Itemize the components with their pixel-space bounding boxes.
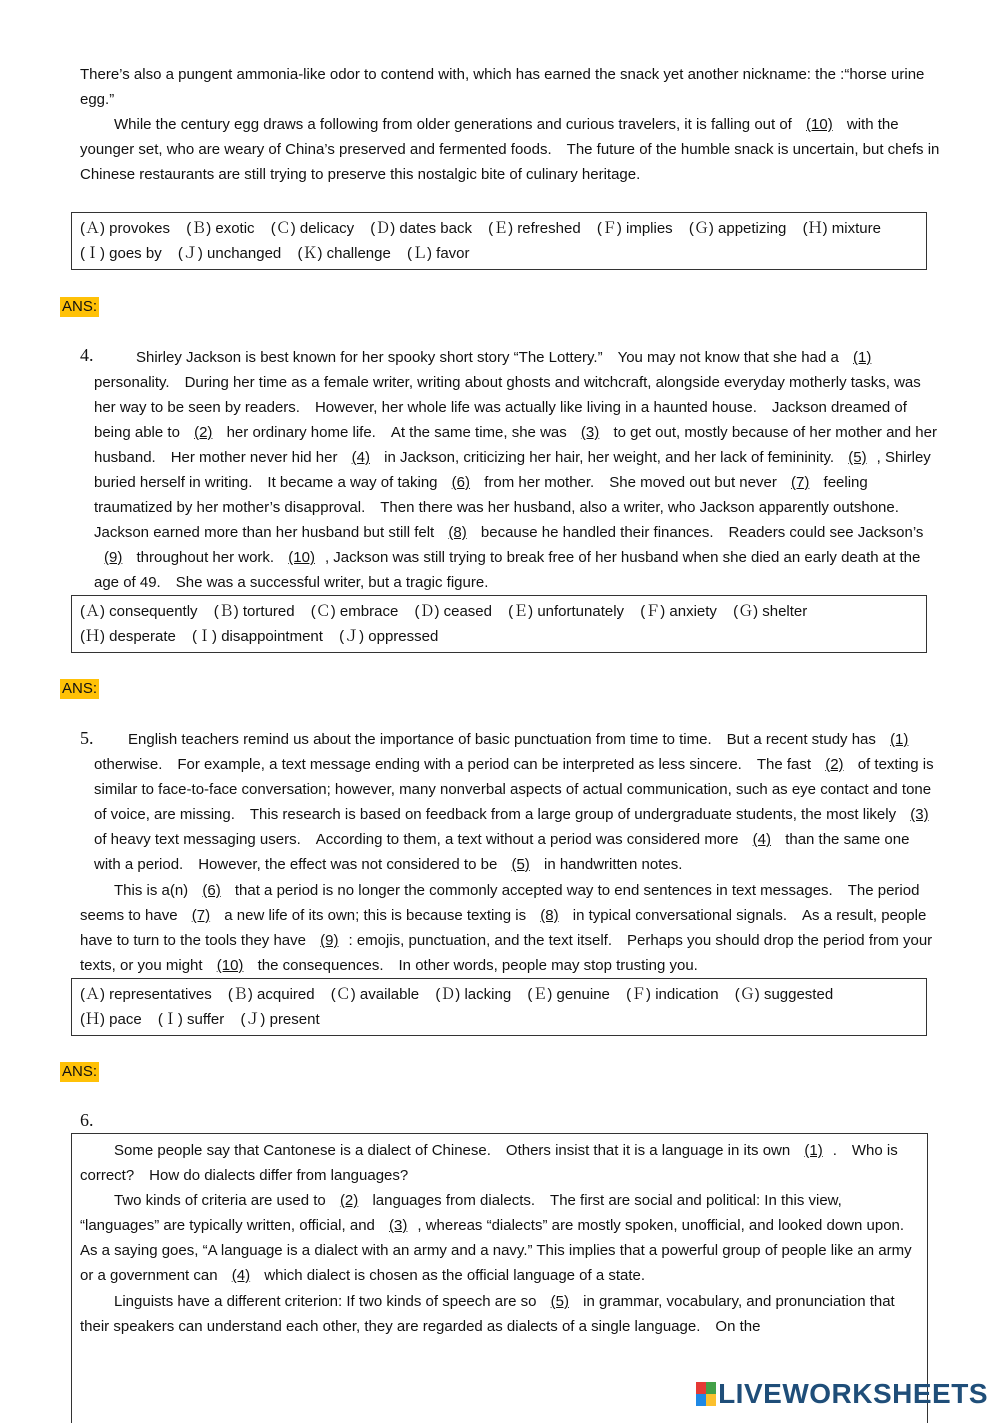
- word-option: (Ｊ) unchanged: [177, 245, 282, 262]
- word-option: (Ｆ) implies: [596, 220, 673, 237]
- answer-label-4: ANS:: [62, 680, 98, 697]
- blank-10[interactable]: (10): [288, 549, 315, 566]
- word-option: (Ｄ) dates back: [370, 220, 472, 237]
- word-option: (Ｆ) indication: [626, 986, 719, 1003]
- passage-6-paragraph-1: Some people say that Cantonese is a dialect of Chinese. Others insist that it is a language in its own (1) . Who is correct? How do dialects differ from languages?: [80, 1142, 898, 1184]
- blank-1[interactable]: (1): [853, 349, 872, 366]
- blank-4[interactable]: (4): [351, 449, 370, 466]
- blank-6[interactable]: (6): [451, 474, 471, 491]
- blank-1[interactable]: (1): [890, 731, 909, 748]
- passage-5-paragraph-2: This is a(n) (6) that a period is no longer the commonly accepted way to end sentences in text messages. The period seems to have (7) a new life of its own; this is because texting is (8) in typical conversational signals. As a result, people have to turn to the tools they have (9) : emojis, punctuation, and the text itself. Perhaps you should drop the period from your texts, or you might (10) the consequences. In other words, people may stop trusting you.: [80, 882, 933, 974]
- word-option: (Ｂ) acquired: [227, 986, 315, 1003]
- logo-tile: [706, 1382, 716, 1394]
- word-option: (Ｋ) challenge: [297, 245, 391, 262]
- word-option: (Ｇ) suggested: [734, 986, 834, 1003]
- logo-text: LIVEWORKSHEETS: [718, 1378, 988, 1409]
- word-bank-4: [71, 595, 927, 653]
- word-option: (Ｉ) suffer: [157, 1011, 225, 1028]
- blank-8[interactable]: (8): [540, 907, 559, 924]
- blank-7[interactable]: (7): [191, 907, 211, 924]
- word-option: (Ｈ) desperate: [80, 628, 176, 645]
- blank-3[interactable]: (3): [580, 424, 600, 441]
- word-option: (Ｊ) present: [240, 1011, 320, 1028]
- word-option: (Ｃ) delicacy: [270, 220, 355, 237]
- word-option: (Ｂ) tortured: [213, 603, 295, 620]
- word-option: (Ｉ) disappointment: [192, 628, 323, 645]
- word-bank-5: [71, 978, 927, 1036]
- word-option: (Ａ) representatives: [80, 986, 212, 1003]
- answer-label-5: ANS:: [62, 1063, 98, 1080]
- blank-5[interactable]: (5): [848, 449, 867, 466]
- word-option: (Ｇ) shelter: [733, 603, 808, 620]
- blank-2[interactable]: (2): [339, 1192, 359, 1209]
- blank-9[interactable]: (9): [104, 549, 123, 566]
- blank-10[interactable]: (10): [216, 957, 244, 974]
- logo-tile: [696, 1382, 706, 1394]
- blank-10[interactable]: (10): [806, 116, 833, 133]
- blank-7[interactable]: (7): [791, 474, 810, 491]
- blank-6[interactable]: (6): [202, 882, 221, 899]
- word-option: (Ａ) consequently: [80, 603, 198, 620]
- passage-6-paragraph-3: Linguists have a different criterion: If two kinds of speech are so (5) in grammar, vocabulary, and pronunciation that their speakers can understand each other, they are regarded as dialects of a single language. On the: [80, 1293, 895, 1335]
- word-option: (Ｌ) favor: [407, 245, 470, 262]
- word-option: (Ｅ) refreshed: [488, 220, 581, 237]
- word-option: (Ｃ) embrace: [310, 603, 399, 620]
- blank-3[interactable]: (3): [910, 806, 929, 823]
- liveworksheets-logo: [696, 1378, 988, 1410]
- word-option: (Ｆ) anxiety: [640, 603, 717, 620]
- word-bank-3: [71, 212, 927, 270]
- question-number-5: 5.: [80, 728, 94, 748]
- word-option: (Ｂ) exotic: [186, 220, 255, 237]
- word-option: (Ｈ) pace: [80, 1011, 142, 1028]
- blank-4[interactable]: (4): [752, 831, 772, 848]
- passage-6-paragraph-2: Two kinds of criteria are used to (2) languages from dialects. The first are social and political: In this view, “languages” are typically written, official, and (3) , whereas “dialects” are mostly spoken, unofficial, and looked down upon. As a saying goes, “A language is a dialect with an army and a navy.” This implies that a powerful group of people like an army or a government can (4) which dialect is chosen as the official language of a state.: [80, 1192, 920, 1284]
- blank-5[interactable]: (5): [550, 1293, 569, 1310]
- blank-2[interactable]: (2): [825, 756, 844, 773]
- word-option: (Ｊ) oppressed: [339, 628, 439, 645]
- word-option: (Ｅ) unfortunately: [508, 603, 625, 620]
- blank-4[interactable]: (4): [231, 1267, 251, 1284]
- question-number-6: 6.: [80, 1110, 94, 1130]
- word-option: (Ｅ) genuine: [527, 986, 610, 1003]
- blank-5[interactable]: (5): [511, 856, 530, 873]
- passage-3-paragraph-2: While the century egg draws a following from older generations and curious travelers, it is falling out of (10) with the younger set, who are weary of China’s preserved and fermented foods. The future of the humble snack is uncertain, but chefs in Chinese restaurants are still trying to preserve this nostalgic bite of culinary heritage.: [80, 116, 940, 183]
- word-option: (Ｃ) available: [330, 986, 420, 1003]
- logo-tile: [696, 1394, 706, 1406]
- word-option: (Ｇ) appetizing: [688, 220, 787, 237]
- question-number-4: 4.: [80, 345, 94, 365]
- blank-1[interactable]: (1): [804, 1142, 823, 1159]
- word-option: (Ｈ) mixture: [802, 220, 881, 237]
- passage-5-paragraph-1: English teachers remind us about the importance of basic punctuation from time to time. But a recent study has (1) otherwise. For example, a text message ending with a period can be interpreted as less sincere. The fast (2) of texting is similar to face-to-face conversation; however, many nonverbal aspects of actual communication, such as eye contact and tone of voice, are missing. This research is based on feedback from a large group of undergraduate students, the most likely (3) of heavy text messaging users. According to them, a text without a period was considered more (4) than the same one with a period. However, the effect was not considered to be (5) in handwritten notes.: [94, 727, 940, 877]
- word-option: (Ｉ) goes by: [80, 245, 162, 262]
- answer-label-3: ANS:: [62, 298, 98, 315]
- passage-4: Shirley Jackson is best known for her spooky short story “The Lottery.” You may not know that she had a (1) personality. During her time as a female writer, writing about ghosts and witchcraft, alongside everyday motherly tasks, was her way to be seen by readers. However, her whole life was actually like living in a haunted house. Jackson dreamed of being able to (2) her ordinary home life. At the same time, she was (3) to get out, mostly because of her mother and her husband. Her mother never hid her (4) in Jackson, criticizing her hair, her weight, and her lack of femininity. (5) , Shirley buried herself in writing. It became a way of taking (6) from her mother. She moved out but never (7) feeling traumatized by her mother’s disapproval. Then there was her husband, also a writer, who Jackson apparently outshone. Jackson earned more than her husband but still felt (8) because he handled their finances. Readers could see Jackson’s (9) throughout her work. (10) , Jackson was still trying to break free of her husband when she died an early death at the age of 49. She was a successful writer, but a tragic figure.: [94, 349, 937, 591]
- passage-3-paragraph-1: There’s also a pungent ammonia-like odor to contend with, which has earned the snack yet another nickname: the :“horse urine egg.”: [80, 66, 925, 108]
- logo-mark-icon: [696, 1382, 716, 1406]
- blank-2[interactable]: (2): [194, 424, 213, 441]
- word-option: (Ａ) provokes: [80, 220, 171, 237]
- blank-8[interactable]: (8): [448, 524, 467, 541]
- word-option: (Ｄ) lacking: [435, 986, 512, 1003]
- word-option: (Ｄ) ceased: [414, 603, 492, 620]
- blank-9[interactable]: (9): [320, 932, 339, 949]
- blank-3[interactable]: (3): [389, 1217, 408, 1234]
- logo-tile: [706, 1394, 716, 1406]
